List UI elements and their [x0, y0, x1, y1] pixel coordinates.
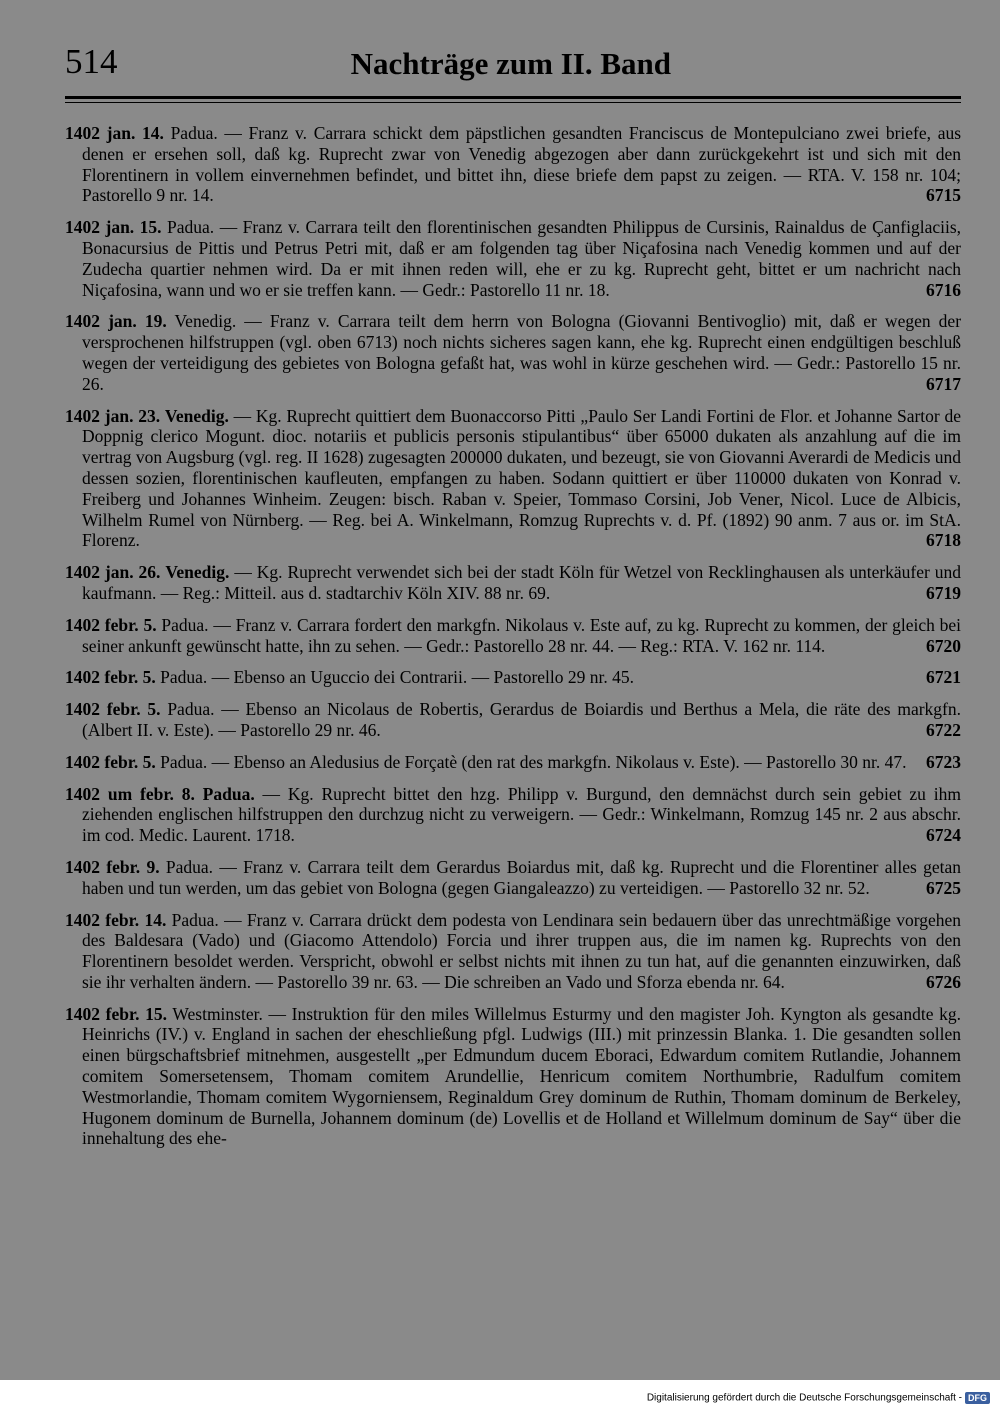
- regest-entry: [65, 699, 961, 741]
- regest-text: — Franz v. Carrara teilt dem Gerardus Boiardus mit, daß kg. Ruprecht und die Florentiner alles getan haben und tun werden, um das gebiet von Bologna (gegen Giangaleazzo) zu verteidigen. — Pastorello 32 nr. 52.: [82, 856, 962, 898]
- regest-number: 6718: [926, 530, 961, 551]
- regest-number: 6723: [926, 751, 961, 772]
- regest-place: Padua.: [170, 123, 218, 143]
- header-rule-thin: [65, 102, 961, 103]
- regest-number: 6716: [926, 279, 961, 300]
- regest-entry: [65, 123, 961, 206]
- regest-text: — Ebenso an Nicolaus de Robertis, Gerardus de Boiardis und Berthus a Mela, die räte des markgfn. (Albert II. v. Este). — Pastorello 29 nr. 46.: [82, 699, 961, 740]
- regest-number: 6719: [926, 582, 961, 603]
- regest-text: — Franz v. Carrara fordert den markgfn. Nikolaus v. Este auf, zu kg. Ruprecht zu kommen, der gleich bei seiner ankunft gewünscht hatte, ihn zu sehen. — Gedr.: Pastorello 28 nr. 44. — Reg.: RTA. V. 162 nr. 114.: [82, 614, 962, 656]
- regest-text: — Franz v. Carrara teilt dem herrn von Bologna (Giovanni Bentivoglio) mit, daß er wegen der versprochenen hilfstruppen (vgl. oben 6713) noch nichts sicheres sagen kann, ehe kg. Ruprecht einen endgültigen beschluß wegen der verteidigung des gebietes von Bologna gefaßt hat, was wohl in kürze geschehen wird. — Gedr.: Pastorello 15 nr. 26.: [82, 311, 962, 394]
- regest-text: — Kg. Ruprecht quittiert dem Buonaccorso Pitti „Paulo Ser Landi Fortini de Flor. et Johanne Sartor de Doppnig clerico Mogunt. dioc. notariis et publicis personis stipulantibus“ über 65000 dukaten als anzahlung auf die im vertrag von Augsburg (vgl. reg. II 1628) zugesagten 200000 dukaten, und bezeugt, sie von Giovanni Averardi de Medicis und dessen sozien, florentinischen kaufleuten, empfangen zu haben. Sodann quittiert er über 110000 dukaten von Konrad v. Freiberg und Johannes Winheim. Zeugen: bisch. Raban v. Speier, Tommaso Corsini, Job Vener, Nicol. Luce de Albicis, Wilhelm Rumel von Nürnberg. — Reg. bei A. Winkelmann, Romzug Ruprechts v. d. Pf. (1892) 90 anm. 7 aus or. im StA. Florenz.: [82, 405, 962, 551]
- regest-place: Venedig.: [164, 405, 229, 426]
- regest-text: — Instruktion für den miles Willelmus Esturmy und den magister Joh. Kyngton als gesandte kg. Heinrichs (IV.) v. England in sachen der eheschließung pfgl. Ludwigs (III.) mit prinzessin Blanka. 1. Die gesandten sollen einen bürgschaftsbrief mitnehmen, ausgestellt „per Edmundum ducem Eboraci, Edwardum comitem Rutlandie, Johannem comitem Somersetensem, Thomam comitem Arundellie, Henricum comitem Northumbrie, Radulfum comitem Westmorlandie, Thomam comitem Wygorniensem, Reginaldum Grey dominum de Ruthin, Thomam dominum de Berkeley, Hugonem dominum de Burnella, Johannem dominum (de) Lovellis et de Holland et Willelmum dominum de Say“ über die innehaltung des ehe-: [82, 1003, 961, 1149]
- regest-entry: [65, 857, 961, 899]
- regest-date: 1402 jan. 26.: [65, 562, 161, 583]
- regest-place: Padua.: [171, 909, 219, 930]
- regest-number: 6721: [926, 667, 961, 688]
- regest-number: 6722: [926, 719, 961, 740]
- regest-date: 1402 jan. 23.: [65, 405, 161, 426]
- regest-place: Padua.: [160, 751, 208, 772]
- regest-date: 1402 febr. 15.: [65, 1003, 168, 1024]
- regest-date: 1402 jan. 15.: [65, 217, 162, 238]
- regest-text: — Ebenso an Aledusius de Forçatè (den rat des markgfn. Nikolaus v. Este). — Pastorello 30 nr. 47.: [211, 751, 907, 772]
- regest-text: — Franz v. Carrara teilt den florentinischen gesandten Philippus de Cursinis, Rainaldus de Çanfiglaciis, Bonacursius de Pittis und Petrus Petri mit, daß er am folgenden tag über Niçafosina nach Venedig kommen und auf der Zudecha quartier nehmen wird. Da er mit ihnen reden will, ehe er zu kg. Ruprecht geht, bittet er um nachricht nach Niçafosina, wann und wo er sie treffen kann. — Gedr.: Pastorello 11 nr. 18.: [82, 217, 962, 300]
- regest-date: 1402 febr. 5.: [65, 699, 161, 720]
- regest-place: Padua.: [160, 667, 208, 688]
- regest-date: 1402 febr. 5.: [65, 614, 157, 635]
- regest-text: — Franz v. Carrara schickt dem päpstlichen gesandten Franciscus de Montepulciano zwei briefe, aus denen er ersehen soll, daß kg. Ruprecht zwar von Venedig abgezogen aber dann zurückgekehrt ist und sich mit den Florentinern in vollem einvernehmen befindet, und bittet ihn, diese briefe dem papst zu zeigen. — RTA. V. 158 nr. 104; Pastorello 9 nr. 14.: [82, 123, 962, 206]
- regest-text: — Franz v. Carrara drückt dem podesta von Lendinara sein bedauern über das unrechtmäßige vorgehen des Baldesara (Vado) und (Giacomo Attendolo) Forcia und ihrer truppen aus, die im namen kg. Ruprechts von den Florentinern besoldet werden. Verspricht, obwohl er selbst nichts mit ihnen zu tun hat, auf die genannten einzuwirken, daß sie ihr verhalten ändern. — Pastorello 39 nr. 63. — Die schreiben an Vado und Sforza ebenda nr. 64.: [82, 909, 961, 992]
- regest-number: 6724: [926, 825, 961, 846]
- regest-number: 6715: [926, 185, 961, 206]
- regest-number: 6717: [926, 373, 961, 394]
- regest-place: Padua.: [165, 856, 214, 877]
- regest-place: Padua.: [167, 699, 215, 720]
- regest-entry: [65, 615, 961, 657]
- regest-place: Venedig.: [174, 311, 237, 332]
- regest-entry: [65, 406, 961, 552]
- page-header: [65, 36, 961, 92]
- regest-date: 1402 jan. 14.: [65, 123, 164, 143]
- header-rule-thick: [65, 96, 961, 99]
- dfg-logo: DFG: [965, 1392, 990, 1404]
- regest-entries: [65, 123, 961, 1160]
- regest-entry: [65, 784, 961, 846]
- regest-place: Padua.: [167, 217, 215, 238]
- regest-date: 1402 febr. 5.: [65, 751, 156, 772]
- running-title: Nachträge zum II. Band: [350, 46, 671, 81]
- regest-text: — Kg. Ruprecht verwendet sich bei der stadt Köln für Wetzel von Recklinghausen als unterkäufer und kaufmann. — Reg.: Mitteil. aus d. stadtarchiv Köln XIV. 88 nr. 69.: [82, 562, 962, 603]
- regest-text: — Ebenso an Uguccio dei Contrarii. — Pastorello 29 nr. 45.: [211, 667, 635, 688]
- regest-entry: [65, 1004, 961, 1150]
- regest-place: Padua.: [202, 783, 255, 804]
- regest-text: — Kg. Ruprecht bittet den hzg. Philipp v. Burgund, den demnächst durch sein gebiet zu ihm ziehenden englischen hilfstruppen den durchzug nicht zu verweigern. — Gedr.: Winkelmann, Romzug 145 nr. 2 aus abschr. im cod. Medic. Laurent. 1718.: [82, 783, 961, 846]
- footer-credit: [647, 1392, 990, 1405]
- page-number: 514: [65, 42, 118, 81]
- regest-entry: [65, 311, 961, 394]
- regest-place: Venedig.: [165, 562, 230, 583]
- regest-date: 1402 um febr. 8.: [65, 783, 195, 804]
- regest-place: Padua.: [161, 614, 209, 635]
- regest-date: 1402 febr. 9.: [65, 856, 160, 877]
- regest-date: 1402 jan. 19.: [65, 311, 167, 332]
- regest-entry: [65, 667, 961, 688]
- regest-entry: [65, 562, 961, 604]
- regest-date: 1402 febr. 5.: [65, 667, 156, 688]
- regest-number: 6720: [926, 635, 961, 656]
- regest-entry: [65, 910, 961, 993]
- regest-date: 1402 febr. 14.: [65, 909, 167, 930]
- regest-place: Westminster.: [172, 1003, 263, 1024]
- footer-text: Digitalisierung gefördert durch die Deutsche Forschungsgemeinschaft -: [646, 1392, 962, 1404]
- regest-entry: [65, 217, 961, 300]
- regest-number: 6726: [926, 971, 961, 992]
- regest-entry: [65, 752, 961, 773]
- regest-number: 6725: [926, 877, 961, 898]
